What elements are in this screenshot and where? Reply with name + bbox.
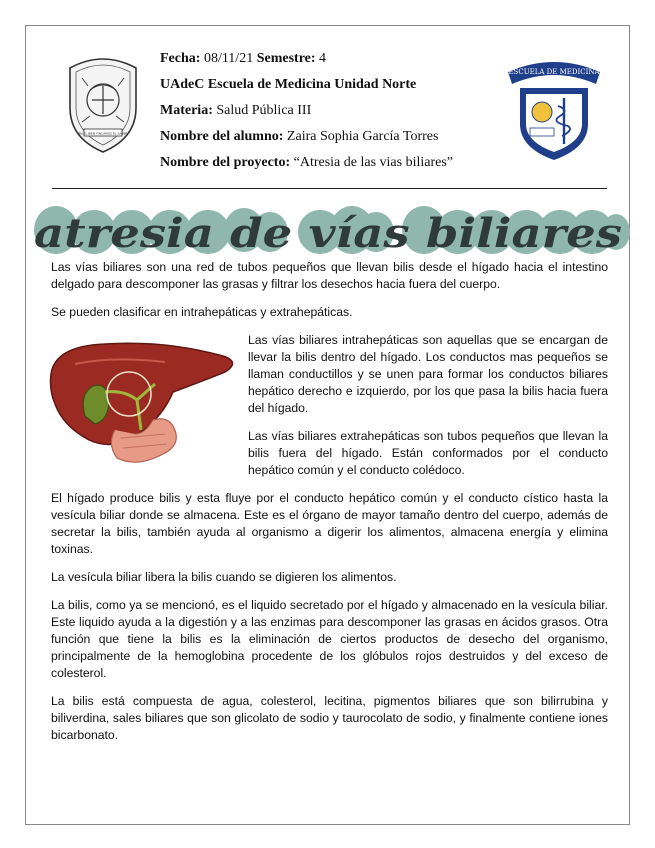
proyecto-value: “Atresia de las vias biliares”: [293, 155, 454, 170]
paragraph-7: La bilis, como ya se mencionó, es el liquido secretado por el hígado y almacenado en la vesícula biliar. Este liquido ayuda a la digestión y a las enzimas para descomponer las grasas en ácidos grasos. Otra función que tiene la bilis es la eliminación de ciertos productos de desecho del organismo, principalmente de la hemoglobina procedente de los glóbulos rojos destruidos y del exceso de colesterol.: [51, 598, 608, 680]
crest-motto: EN EL BIEN FINCAMOS EL SABER: [78, 131, 128, 136]
proyecto-label: Nombre del proyecto:: [160, 155, 291, 170]
paragraph-3-text: Las vías biliares intrahepáticas son aquellas que se encargan de llevar la bilis dentro del hígado. Los conductos mas pequeños se llaman conductillos y se unen para formar los conductos biliares hepático derecho e izquierdo, por los que pasa la bilis hacia fuera del hígado.: [248, 333, 608, 415]
header-proyecto-row: [160, 150, 490, 176]
semestre-value: 4: [319, 51, 327, 66]
school-name: UAdeC Escuela de Medicina Unidad Norte: [160, 77, 417, 92]
alumno-value: Zaira Sophia García Torres: [286, 129, 439, 144]
header-materia-row: [160, 98, 490, 124]
document-page: [25, 25, 630, 825]
fecha-label: Fecha:: [160, 51, 201, 66]
header-date-row: [160, 46, 490, 72]
medical-school-shield-logo: [504, 46, 604, 164]
paragraph-8: La bilis está compuesta de agua, colesterol, lecitina, pigmentos biliares que son bilirrubina y biliverdina, sales biliares que son glicolato de sodio y taurocolato de sodio, y finalmente contiene iones bicarbonato.: [51, 694, 608, 742]
header-alumno-row: [160, 124, 490, 150]
paragraph-1: Las vías biliares son una red de tubos pequeños que llevan bilis desde el hígado hacia el intestino delgado para descomponer las grasas y filtrar los desechos hacia fuera del cuerpo.: [51, 260, 608, 291]
document-body: [51, 259, 608, 755]
university-crest-logo: [62, 46, 144, 156]
liver-gallbladder-illustration: [45, 334, 240, 469]
shield-sub-text: UNIDAD NORTE: [534, 78, 574, 83]
materia-label: Materia:: [160, 103, 213, 118]
shield-banner-text: ESCUELA DE MEDICINA: [508, 68, 600, 76]
semestre-label: Semestre:: [256, 51, 316, 66]
paragraph-5: El hígado produce bilis y esta fluye por el conducto hepático común y el conducto cístico hasta la vesícula biliar donde se almacena. Este es el órgano de mayor tamaño dentro del cuerpo, además de secretar la bilis, también ayuda al organismo a digerir los alimentos, almacena energía y elimina toxinas.: [51, 491, 608, 556]
materia-value: Salud Pública III: [216, 103, 312, 118]
paragraph-4: Las vías biliares extrahepáticas son tubos pequeños que llevan la bilis fuera del hígado. Están conformados por el conducto hepático común y el conducto colédoco.: [248, 429, 608, 477]
document-header: [160, 46, 490, 176]
paragraph-2: Se pueden clasificar en intrahepáticas y extrahepáticas.: [51, 305, 353, 319]
alumno-label: Nombre del alumno:: [160, 129, 284, 144]
page-title: atresia de vías biliares: [34, 210, 622, 257]
paragraph-3: [51, 332, 608, 417]
fecha-value: 08/11/21: [203, 51, 254, 66]
header-divider: [52, 188, 607, 189]
paragraph-6: La vesícula biliar libera la bilis cuando se digieren los alimentos.: [51, 570, 397, 584]
title-banner: [26, 194, 631, 262]
